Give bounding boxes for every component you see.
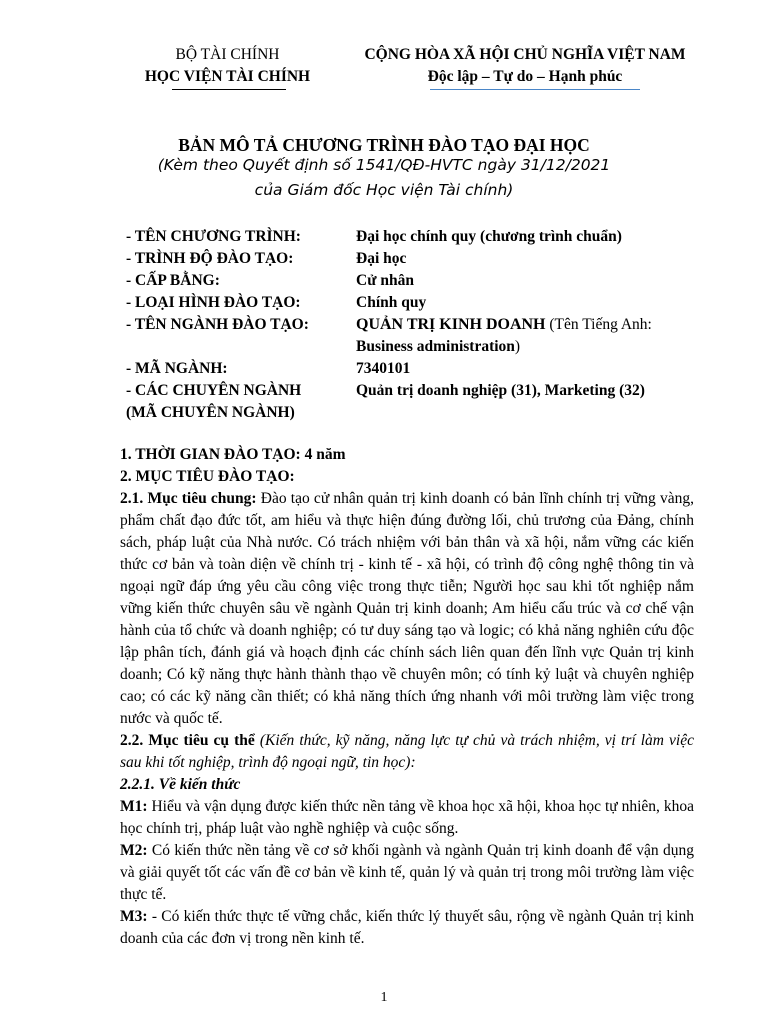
type-label: - LOẠI HÌNH ĐÀO TẠO:	[126, 294, 301, 311]
level-value: Đại học	[356, 250, 407, 267]
section-2-2-text: (Kiến thức, kỹ năng, năng lực tự chủ và trách nhiệm, vị trí làm việc sau khi tốt nghiệp, trình độ ngoại ngữ, tin học):	[120, 732, 694, 771]
spec-value: Quản trị doanh nghiệp (31), Marketing (32)	[356, 382, 645, 399]
program-value: Đại học chính quy (chương trình chuẩn)	[356, 228, 622, 245]
major-label: - TÊN NGÀNH ĐÀO TẠO:	[126, 316, 309, 333]
section-2-1-text: Đào tạo cử nhân quản trị kinh doanh có bản lĩnh chính trị vững vàng, phẩm chất đạo đức tốt, am hiểu và thực hiện đúng đường lối, chủ trương của Đảng, chính sách, pháp luật của Nhà nước. Có trách nhiệm với bản thân và xã hội, nắm vững các kiến thức cơ bản và toàn diện về chính trị - kinh tế - xã hội, có trình độ công nghệ thông tin và ngoại ngữ đáp ứng yêu cầu công việc trong thực tiễn; Người học sau khi tốt nghiệp nắm vững kiến thức chuyên sâu về ngành Quản trị kinh doanh; Am hiểu cấu trúc và cơ chế vận hành của tổ chức và doanh nghiệp; có tư duy sáng tạo và logic; có khả năng nghiên cứu độc lập phân tích, đánh giá và hoạch định các chính sách liên quan đến lĩnh vực Quản trị kinh doanh; Có kỹ năng thực hành thành thạo về chuyên môn; có tính kỷ luật và chuyên nghiệp cao; có các kỹ năng cần thiết; có khả năng thích ứng nhanh với môi trường làm việc trong nước và quốc tế.	[120, 490, 695, 727]
code-label: - MÃ NGÀNH:	[126, 360, 228, 377]
program-label: - TÊN CHƯƠNG TRÌNH:	[126, 228, 301, 245]
section-2-2-heading: 2.2. Mục tiêu cụ thể	[120, 732, 255, 749]
degree-value: Cử nhân	[356, 272, 414, 289]
subtitle-line-1: (Kèm theo Quyết định số 1541/QĐ-HVTC ngày 31/12/2021	[157, 156, 611, 174]
section-2-1-paragraph	[120, 488, 694, 730]
spec-label-2: (MÃ CHUYÊN NGÀNH)	[126, 404, 295, 421]
section-2-2-paragraph	[120, 730, 694, 774]
subtitle-line-2: của Giám đốc Học viện Tài chính)	[254, 181, 514, 199]
section-2-heading: 2. MỤC TIÊU ĐÀO TẠO:	[120, 468, 295, 485]
major-value-line	[356, 314, 696, 336]
m2-paragraph	[120, 840, 694, 906]
country-name: CỘNG HÒA XÃ HỘI CHỦ NGHĨA VIỆT NAM	[364, 46, 686, 63]
ministry-name: BỘ TÀI CHÍNH	[175, 46, 280, 63]
major-en-suffix: )	[514, 338, 521, 355]
m1-text: Hiểu và vận dụng được kiến thức nền tảng về khoa học xã hội, khoa học tự nhiên, khoa học chính trị, pháp luật vào nghề nghiệp và cuộc sống.	[120, 798, 694, 837]
page-number: 1	[380, 990, 388, 1005]
major-en-prefix: (Tên Tiếng Anh:	[545, 316, 652, 333]
section-2-1-heading: 2.1. Mục tiêu chung:	[120, 490, 257, 507]
document-body	[120, 444, 694, 950]
type-value: Chính quy	[356, 294, 427, 311]
m1-paragraph	[120, 796, 694, 840]
m3-text: - Có kiến thức thực tế vững chắc, kiến thức lý thuyết sâu, rộng về ngành Quản trị kinh doanh của các đơn vị trong nền kinh tế.	[120, 908, 694, 947]
major-en-line	[356, 336, 520, 358]
section-2-2-1-heading: 2.2.1. Về kiến thức	[120, 776, 241, 793]
m1-label: M1:	[120, 798, 148, 815]
motto-underline	[430, 89, 640, 90]
academy-underline	[172, 89, 286, 90]
academy-name: HỌC VIỆN TÀI CHÍNH	[144, 68, 311, 85]
major-value: QUẢN TRỊ KINH DOANH	[356, 316, 546, 333]
document-title: BẢN MÔ TẢ CHƯƠNG TRÌNH ĐÀO TẠO ĐẠI HỌC	[178, 135, 590, 155]
code-value: 7340101	[356, 360, 411, 377]
m3-paragraph	[120, 906, 694, 950]
section-1-duration: 1. THỜI GIAN ĐÀO TẠO: 4 năm	[120, 446, 346, 463]
level-label: - TRÌNH ĐỘ ĐÀO TẠO:	[126, 250, 294, 267]
motto: Độc lập – Tự do – Hạnh phúc	[427, 68, 623, 85]
m2-label: M2:	[120, 842, 148, 859]
m3-label: M3:	[120, 908, 148, 925]
m2-text: Có kiến thức nền tảng về cơ sở khối ngành và ngành Quản trị kinh doanh để vận dụng và giải quyết tốt các vấn đề cơ bản về kinh tế, quản lý và quản trị trong môi trường làm việc thực tế.	[120, 842, 694, 903]
spec-label-1: - CÁC CHUYÊN NGÀNH	[126, 382, 302, 399]
major-en-value: Business administration	[356, 338, 515, 355]
degree-label: - CẤP BẰNG:	[126, 272, 220, 289]
